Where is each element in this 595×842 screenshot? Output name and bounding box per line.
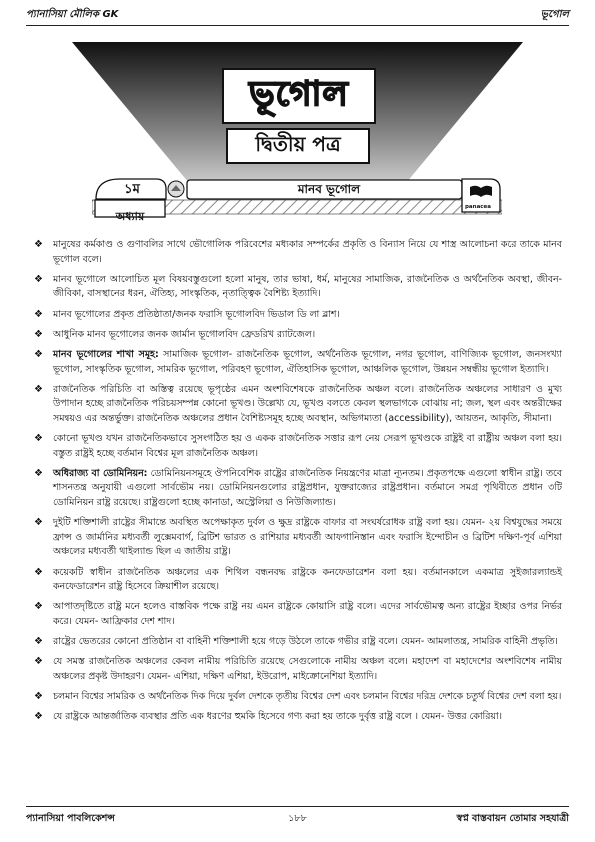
chapter-number: ১ম — [124, 182, 140, 197]
diamond-bullet-icon: ❖ — [34, 239, 43, 250]
item-text: মানুষের কর্মকাণ্ড ও গুণাবলির সাথে ভৌগোলিক পরিবেশের মধ্যকার সম্পর্কের প্রকৃতি ও বিন্যাস নিয়ে যে শাস্ত্র আলোচনা করে তাকে মানব ভূগোল বলে। — [53, 239, 562, 265]
footer-publisher: প্যানাসিয়া পাবলিকেশন্স — [26, 812, 115, 824]
diamond-bullet-icon: ❖ — [34, 636, 43, 648]
item-text: মানব ভূগোলে আলোচিত মূল বিষয়বস্তুগুলো হলো মানুষ, তার ভাষা, ধর্ম, মানুষের সামাজিক, রাজনৈতিক ও অর্থনৈতিক অবস্থা, জীবন-জীবিকা, বাসস্থানের ধরন, ঐতিহ্য, সাংস্কৃতিক, নৃতাত্ত্বিক বৈশিষ্ট্য ইত্যাদি। — [53, 273, 562, 300]
list-item — [34, 273, 562, 302]
chapter-title: মানব ভূগোল — [297, 182, 361, 196]
item-heading: অধিরাজ্য বা ডোমিনিয়ন: — [53, 467, 148, 479]
diamond-bullet-icon: ❖ — [34, 348, 43, 360]
diamond-bullet-icon: ❖ — [34, 308, 43, 320]
item-text: আধুনিক মানব ভূগোলের জনক জার্মান ভূগোলবিদ ফ্রেডরিখ র‍্যাটজেল। — [53, 328, 316, 340]
diamond-bullet-icon: ❖ — [34, 517, 43, 529]
page-subtitle: দ্বিতীয় পত্র — [255, 131, 341, 156]
list-item — [34, 566, 562, 595]
list-item — [34, 348, 562, 377]
publisher-logo-text: panacea — [465, 204, 491, 210]
item-text: রাষ্ট্রের ভেতরের কোনো প্রতিষ্ঠান বা বাহিনী শক্তিশালী হয়ে গড়ে উঠলে তাকে গভীর রাষ্ট্র বলে। যেমন- আমলাতন্ত্র, সামরিক বাহিনী প্রভৃতি। — [53, 636, 558, 648]
item-heading: মানব ভূগোলের শাখা সমূহ: — [53, 348, 159, 360]
diamond-bullet-icon: ❖ — [34, 273, 43, 285]
diamond-bullet-icon: ❖ — [34, 656, 43, 668]
list-item — [34, 432, 562, 461]
diamond-bullet-icon: ❖ — [34, 711, 43, 723]
header-left: প্যানাসিয়া মৌলিক GK — [26, 8, 119, 20]
list-item — [34, 690, 562, 705]
item-text: সামাজিক ভূগোল- রাজনৈতিক ভূগোল, অর্থনৈতিক ভূগোল, নগর ভূগোল, বাণিজ্যিক ভূগোল, জনসংখ্যা ভূগোল, সাংস্কৃতিক ভূগোল, সামরিক ভূগোল, পরিবহণ ভূগোল, ঐতিহাসিক ভূগোল, আঞ্চলিক ভূগোল, উন্নয়ন সম্বন্ধীয় ভূগোল ইত্যাদি। — [53, 348, 562, 375]
item-text: রাজনৈতিক পরিচিতি বা অস্তিত্ব রয়েছে ভূপৃষ্ঠের এমন অংশবিশেষকে রাজনৈতিক অঞ্চল বলে। রাজনৈতিক অঞ্চলের সাধারণ ও মুখ্য উপাদান হচ্ছে রাজনৈতিক পরিচয়সম্পন্ন কোনো ভূখণ্ড। উল্লেখ্য যে, ভূখণ্ড বলতে কেবল স্থলভাগকে বোঝায় না; জল, স্থল এবং অন্তরীক্ষের সমন্বয়ও এর অন্তর্ভুক্ত। রাজনৈতিক অঞ্চলের প্রধান বৈশিষ্ট্যসমূহ হচ্ছে অবস্থান, অভিগম্যতা (accessibility), আয়তন, আকৃতি, সীমানা। — [53, 383, 562, 424]
diamond-bullet-icon: ❖ — [34, 691, 43, 703]
diamond-bullet-icon: ❖ — [34, 433, 43, 445]
list-item — [34, 328, 562, 343]
page-footer — [26, 811, 569, 827]
list-item — [34, 516, 562, 560]
list-item — [34, 635, 562, 650]
page-title: ভূগোল — [249, 73, 349, 114]
content-list — [34, 238, 562, 731]
diamond-bullet-icon: ❖ — [34, 566, 43, 578]
list-item — [34, 383, 562, 427]
item-text: মানব ভূগোলের প্রকৃত প্রতিষ্ঠাতা/জনক ফরাসি ভূগোলবিদ ভিডাল ডি লা ব্লাশ। — [53, 308, 340, 320]
footer-tagline: স্বপ্ন বাস্তবায়ন তোমার সহযাত্রী — [456, 812, 569, 824]
page-header — [26, 6, 569, 24]
header-divider — [26, 25, 569, 26]
item-text: কোনো ভূখণ্ড যখন রাজনৈতিকভাবে সুসংগঠিত হয় ও একক রাজনৈতিক সত্তার রূপ নেয় সেরূপ ভূখণ্ডকে রাষ্ট্রই বা রাষ্ট্রীয় অঞ্চল বলা হয়। বস্তুত রাষ্ট্রই হচ্ছে বর্তমান বিশ্বের মূল রাজনৈতিক অঞ্চল। — [53, 433, 562, 459]
list-item — [34, 467, 562, 511]
page-title-box — [222, 68, 376, 124]
item-text: যে সমস্ত রাজনৈতিক অঞ্চলের কেবল নামীয় পরিচিতি রয়েছে সেগুলোকে নামীয় অঞ্চল বলে। মহাদেশ বা মহাদেশের অংশবিশেষ নামীয় অঞ্চলের প্রকৃষ্ট উদাহরণ। যেমন- এশিয়া, দক্ষিণ এশিয়া, ইউরোপ, মাইক্রোনেশিয়া ইত্যাদি। — [53, 656, 562, 682]
page-number: ১৮৮ — [288, 812, 307, 824]
diamond-bullet-icon: ❖ — [34, 328, 43, 340]
chapter-label: অধ্যায় — [115, 210, 145, 223]
diamond-bullet-icon: ❖ — [34, 601, 43, 613]
header-right: ভূগোল — [540, 8, 569, 20]
item-text: চলমান বিশ্বের সামরিক ও অর্থনৈতিক দিক দিয়ে দুর্বল দেশকে তৃতীয় বিশ্বের দেশ এবং চলমান বিশ্বের দরিদ্র দেশকে চতুর্থ বিশ্বের দেশ বলা হয়। — [53, 691, 562, 703]
list-item — [34, 308, 562, 323]
page-subtitle-box — [226, 128, 370, 164]
footer-divider — [26, 806, 569, 807]
item-text: দুইটি শক্তিশালী রাষ্ট্রের সীমান্তে অবস্থিত অপেক্ষাকৃত দুর্বল ও ক্ষুদ্র রাষ্ট্রকে বাফার বা সংঘর্ষরোধক রাষ্ট্র বলা হয়। যেমন- ২য় বিশ্বযুদ্ধের সময়ে ফ্রান্স ও জার্মানির মধ্যবর্তী লুক্সেমবার্গ, ব্রিটিশ ভারত ও রাশিয়ার মধ্যবর্তী আফগানিস্তান এবং ফরাসি ইন্দোচীন ও ব্রিটিশ দক্ষিণ-পূর্ব এশিয়া অঞ্চলের মধ্যবর্তী থাইল্যান্ড ছিল এ জাতীয় রাষ্ট্র। — [53, 517, 562, 558]
item-text: আপাতদৃষ্টিতে রাষ্ট্র মনে হলেও বাস্তবিক পক্ষে রাষ্ট্র নয় এমন রাষ্ট্রকে কোয়াসি রাষ্ট্র বলে। এদের সার্বভৌমত্ব অন্য রাষ্ট্রের ইচ্ছার ওপর নির্ভর করে। যেমন- আফ্রিকার দেশ শাদ। — [53, 601, 562, 627]
diamond-bullet-icon: ❖ — [34, 383, 43, 395]
item-text: ডোমিনিয়নসমূহে ঔপনিবেশিক রাষ্ট্রের রাজনৈতিক নিয়ন্ত্রণের মাত্রা ন্যূনতম। প্রকৃতপক্ষে এগুলো স্বাধীন রাষ্ট্র। তবে শাসনতন্ত্র অনুযায়ী এগুলো সার্বভৌম নয়। ডোমিনিয়নগুলোর রাষ্ট্রপ্রধান, যুক্তরাজ্যের রাষ্ট্রপ্রধান। বর্তমানে সমগ্র পৃথিবীতে প্রধান ৩টি ডোমিনিয়ন রাষ্ট্র রয়েছে। রাষ্ট্রগুলো হচ্ছে কানাডা, অস্ট্রেলিয়া ও নিউজিল্যান্ড। — [53, 467, 562, 509]
list-item — [34, 238, 562, 267]
list-item — [34, 710, 562, 725]
list-item — [34, 655, 562, 684]
item-text: যে রাষ্ট্রকে আন্তর্জাতিক ব্যবস্থার প্রতি এক ধরণের হুমকি হিসেবে গণ্য করা হয় তাকে দুর্বৃত্ত রাষ্ট্র বলে । যেমন- উত্তর কোরিয়া। — [53, 711, 502, 723]
diamond-bullet-icon: ❖ — [34, 467, 43, 479]
list-item — [34, 600, 562, 629]
item-text: কয়েকটি স্বাধীন রাজনৈতিক অঞ্চলের এক শিথিল বন্ধনবদ্ধ রাষ্ট্রকে কনফেডারেশন বলা হয়। বর্তমানকালে একমাত্র সুইজারল্যান্ডই কনফেডারেশন রাষ্ট্র হিসেবে ক্রিয়াশীল রয়েছে। — [53, 566, 562, 593]
